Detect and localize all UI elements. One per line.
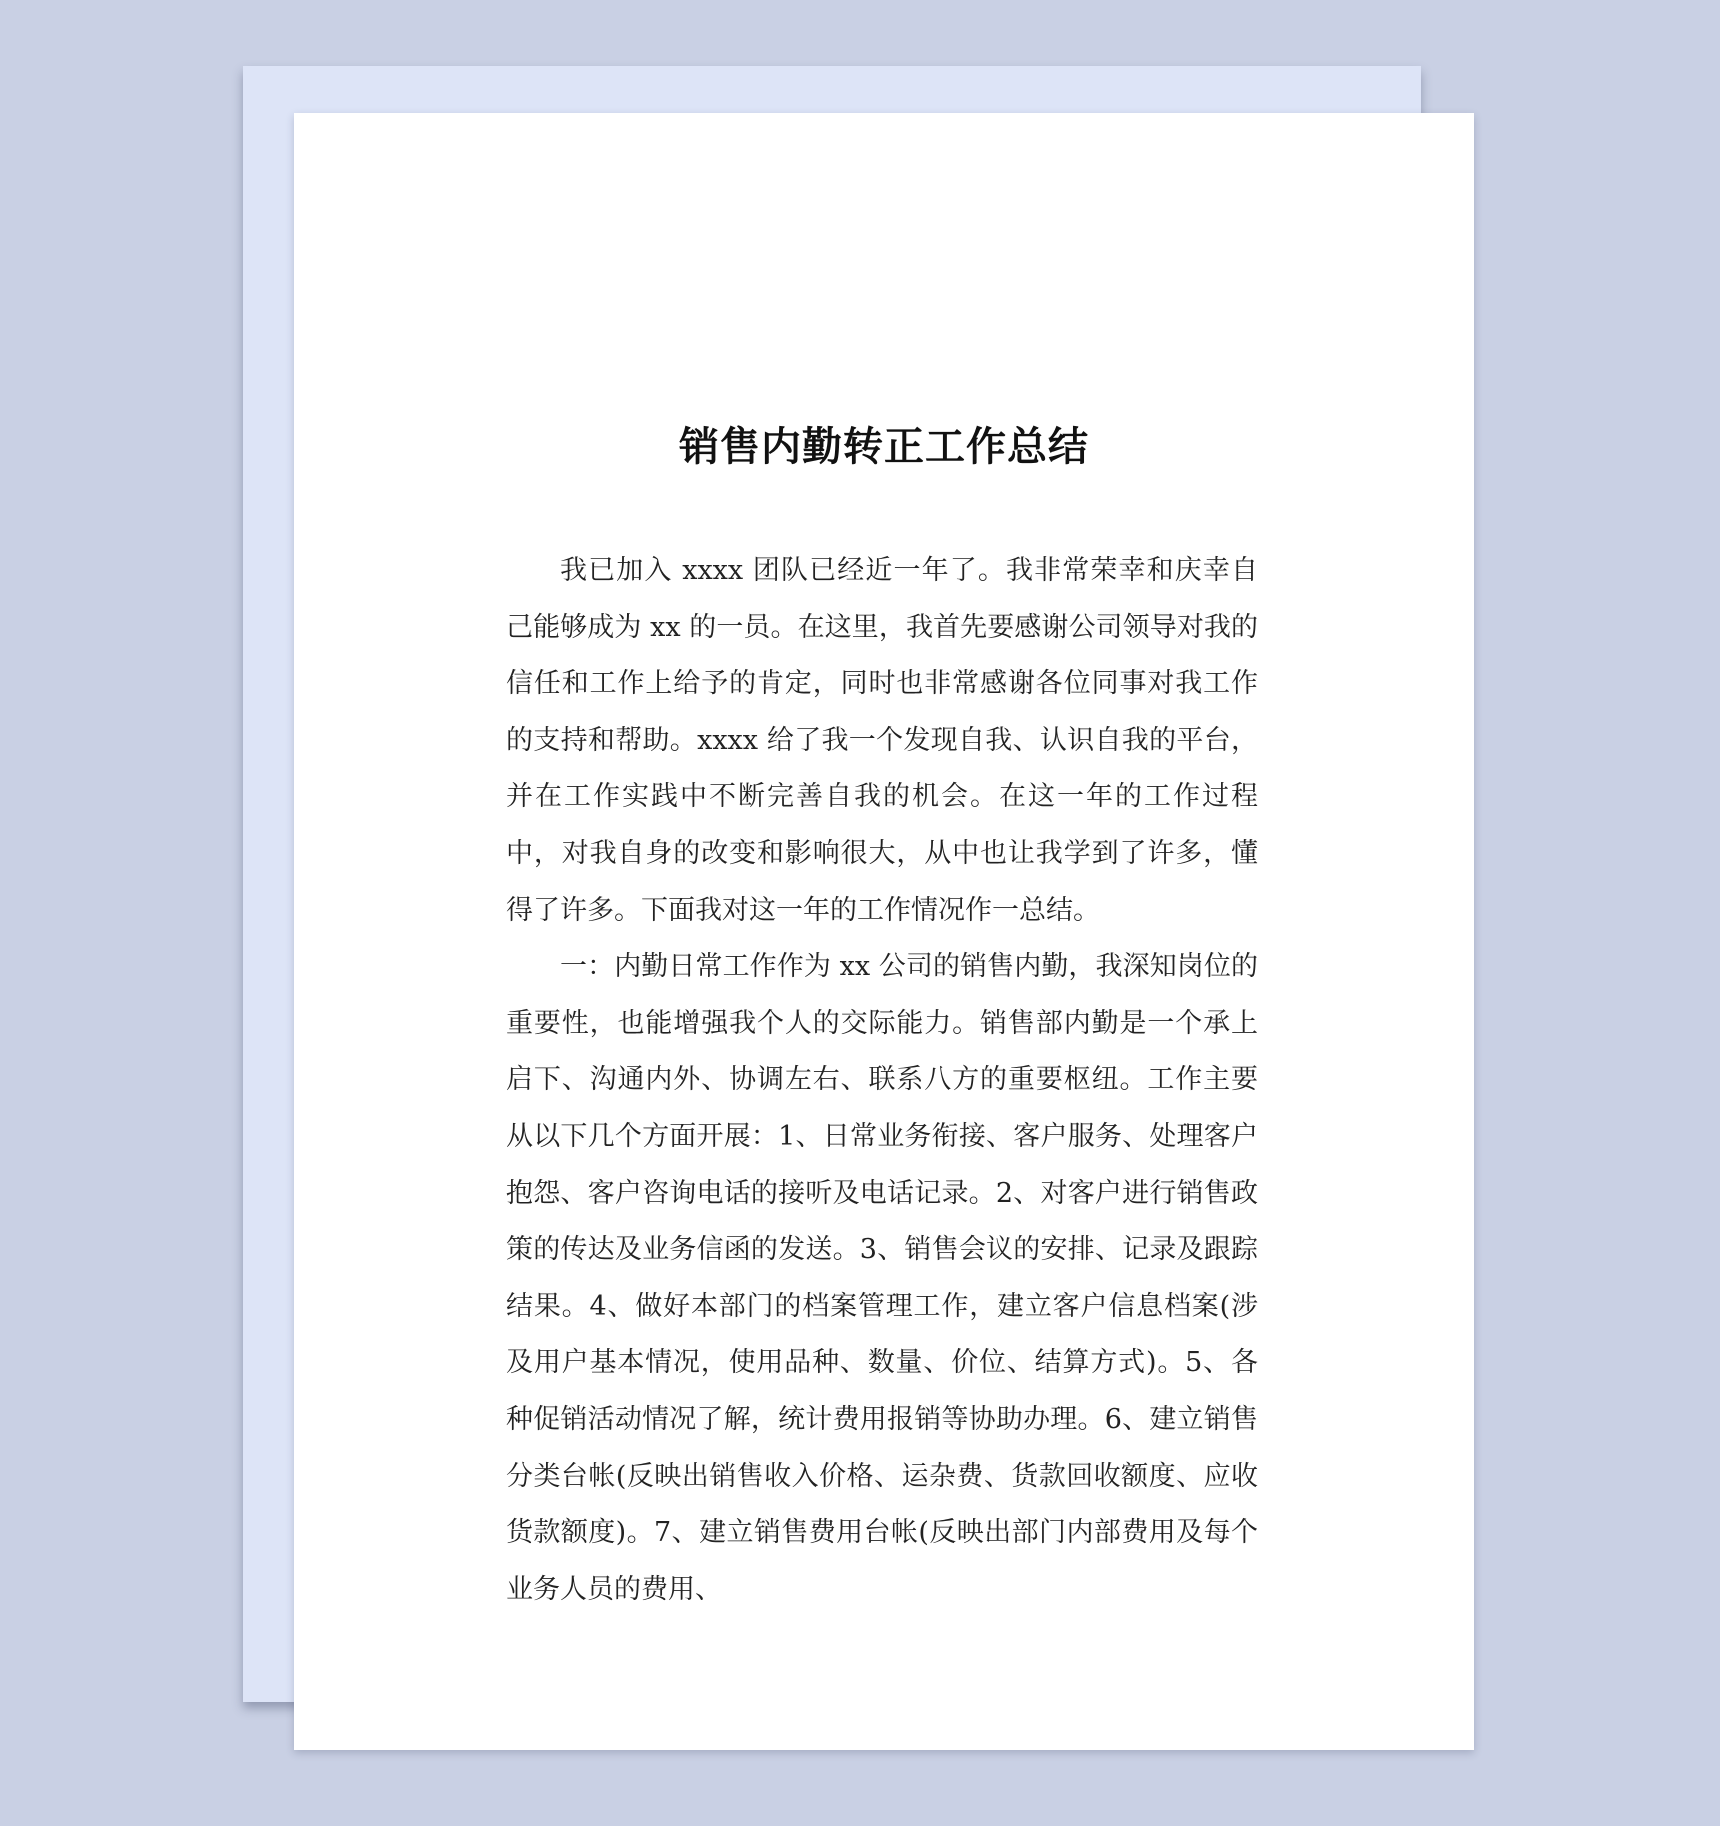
document-page	[294, 113, 1474, 1750]
paragraph-daily-work: 一：内勤日常工作作为 xx 公司的销售内勤，我深知岗位的重要性，也能增强我个人的交际能力。销售部内勤是一个承上启下、沟通内外、协调左右、联系八方的重要枢纽。工作主要从以下几个方面开展：1、日常业务衔接、客户服务、处理客户抱怨、客户咨询电话的接听及电话记录。2、对客户进行销售政策的传达及业务信函的发送。3、销售会议的安排、记录及跟踪结果。4、做好本部门的档案管理工作，建立客户信息档案(涉及用户基本情况，使用品种、数量、价位、结算方式)。5、各种促销活动情况了解，统计费用报销等协助办理。6、建立销售分类台帐(反映出销售收入价格、运杂费、货款回收额度、应收货款额度)。7、建立销售费用台帐(反映出部门内部费用及每个业务人员的费用、	[506, 951, 1258, 1605]
paragraph-intro: 我已加入 xxxx 团队已经近一年了。我非常荣幸和庆幸自己能够成为 xx 的一员。在这里，我首先要感谢公司领导对我的信任和工作上给予的肯定，同时也非常感谢各位同事对我工作的支持和帮助。xxxx 给了我一个发现自我、认识自我的平台，并在工作实践中不断完善自我的机会。在这一年的工作过程中，对我自身的改变和影响很大，从中也让我学到了许多，懂得了许多。下面我对这一年的工作情况作一总结。	[506, 555, 1258, 926]
document-title: 销售内勤转正工作总结	[679, 424, 1089, 470]
document-body	[506, 543, 1258, 1618]
